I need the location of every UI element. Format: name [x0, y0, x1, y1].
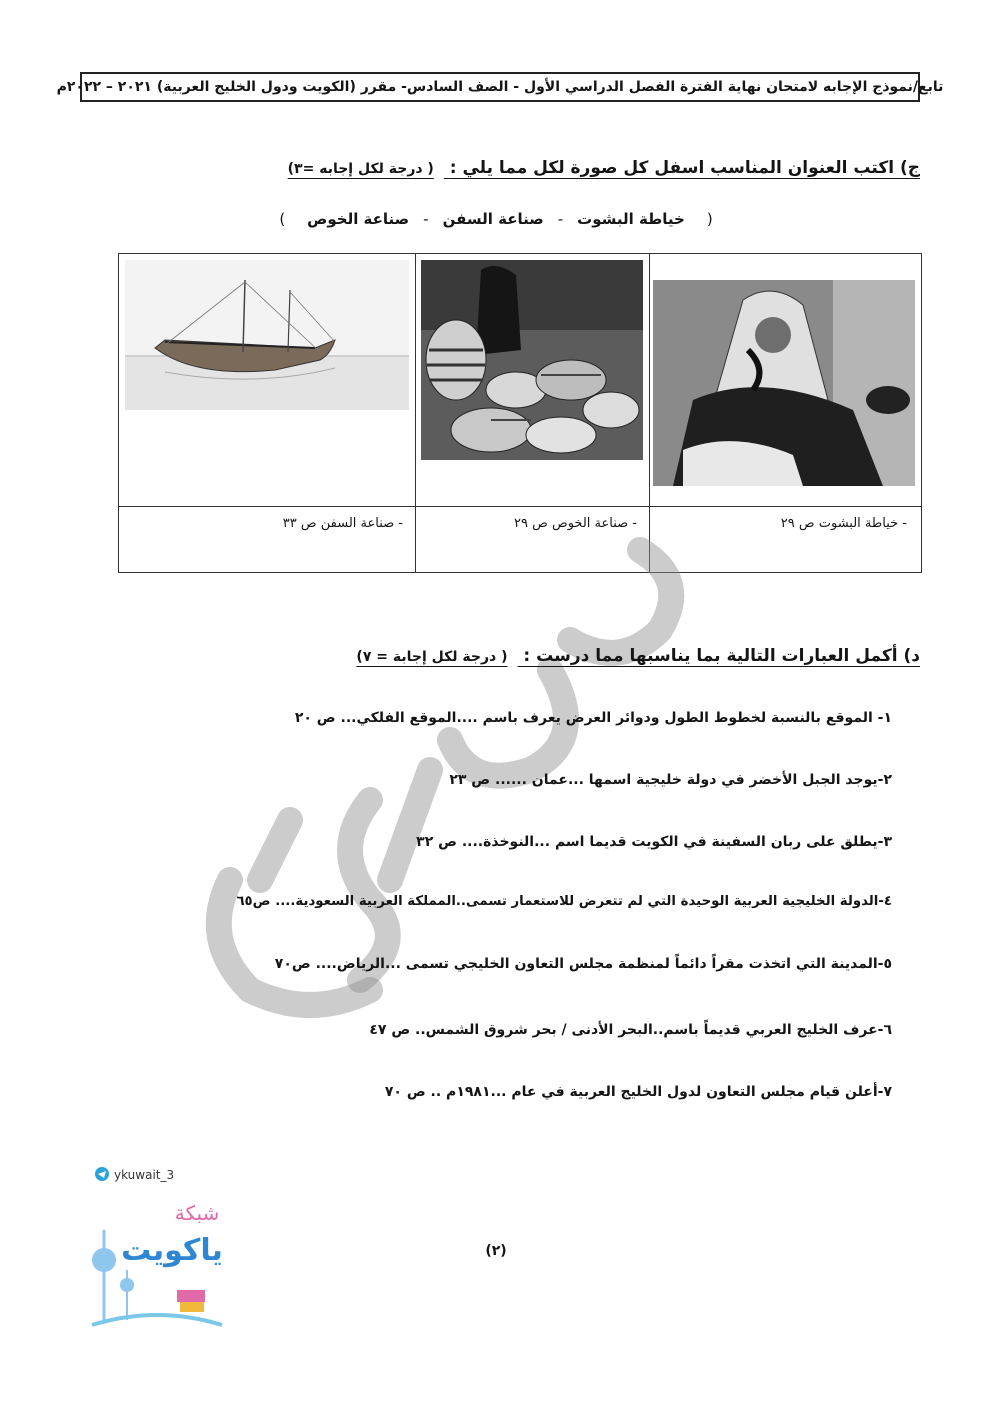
- table-divider: [119, 506, 921, 507]
- logo-brand: ياكويت: [121, 1233, 223, 1268]
- exam-header: [56, 72, 944, 102]
- section-d-title: [356, 646, 920, 666]
- ship-photo: [125, 260, 409, 410]
- page-number: (٢): [485, 1243, 507, 1259]
- logo-handle: ykuwait_3: [114, 1168, 175, 1182]
- watermark-text: نموذج الإجابة: [416, 812, 470, 823]
- answer-item-5: ٥-المدينة التي اتخذت مقراً دائماً لمنظمة مجلس التعاون الخليجي تسمى ...الرياض.... ص٧٠: [274, 956, 892, 972]
- word-bank-open: (: [706, 210, 713, 228]
- word-bank-item: صناعة الخوص: [307, 210, 410, 228]
- answer-item-1: ١- الموقع بالنسبة لخطوط الطول ودوائر العرض يعرف باسم ....الموقع الفلكي... ص ٢٠: [294, 710, 892, 726]
- table-divider: [649, 254, 650, 572]
- caption-ships: - صناعة السفن ص ٣٣: [282, 516, 403, 531]
- answer-item-2: ٢-يوجد الجبل الأخضر في دولة خليجية اسمها ...عمان ...... ص ٢٣: [449, 772, 892, 788]
- word-bank-close: ): [279, 210, 286, 228]
- caption-khous: - صناعة الخوص ص ٢٩: [514, 516, 637, 531]
- word-bank-separator: -: [557, 210, 564, 228]
- word-bank-item: خياطة البشوت: [577, 210, 685, 228]
- word-bank-separator: -: [423, 210, 429, 228]
- images-table: [118, 253, 922, 573]
- answer-item-7: ٧-أعلن قيام مجلس التعاون لدول الخليج العربية في عام ...١٩٨١م .. ص ٧٠: [384, 1084, 892, 1100]
- section-c-grade: ( درجة لكل إجابه =٣): [287, 161, 434, 177]
- answer-item-6: ٦-عرف الخليج العربي قديماً باسم..البحر الأدنى / بحر شروق الشمس.. ص ٤٧: [369, 1022, 892, 1038]
- section-c-title-text: ج) اكتب العنوان المناسب اسفل كل صورة لكل مما يلي :: [449, 158, 920, 178]
- section-d-grade: ( درجة لكل إجابة = ٧): [356, 649, 508, 665]
- khous-photo: [421, 260, 643, 460]
- table-divider: [415, 254, 416, 572]
- bisht-photo: [653, 280, 915, 486]
- answer-item-3: ٣-يطلق على ربان السفينة في الكويت قديما اسم ...النوخذة.... ص ٣٢: [416, 834, 892, 850]
- ykuwait-logo: [82, 1160, 232, 1340]
- word-bank-item: صناعة السفن: [442, 210, 544, 228]
- logo-network: شبكة: [174, 1201, 220, 1225]
- caption-bisht: - خياطة البشوت ص ٢٩: [780, 516, 907, 531]
- section-d-title-text: د) أكمل العبارات التالية بما يناسبها مما درست :: [523, 646, 920, 666]
- word-bank: [0, 210, 992, 228]
- exam-header-text: تابع/نموذج الإجابه لامتحان نهاية الفترة الفصل الدراسي الأول - الصف السادس- مقرر (الكويت ودول الخليج العربية) ٢٠٢١ – ٢٠٢٢م: [56, 79, 944, 95]
- answer-item-4: ٤-الدولة الخليجية العربية الوحيدة التي لم تتعرض للاستعمار تسمى..المملكة العربية السعودية.... ص٦٥: [236, 894, 892, 909]
- section-c-title: [288, 158, 920, 178]
